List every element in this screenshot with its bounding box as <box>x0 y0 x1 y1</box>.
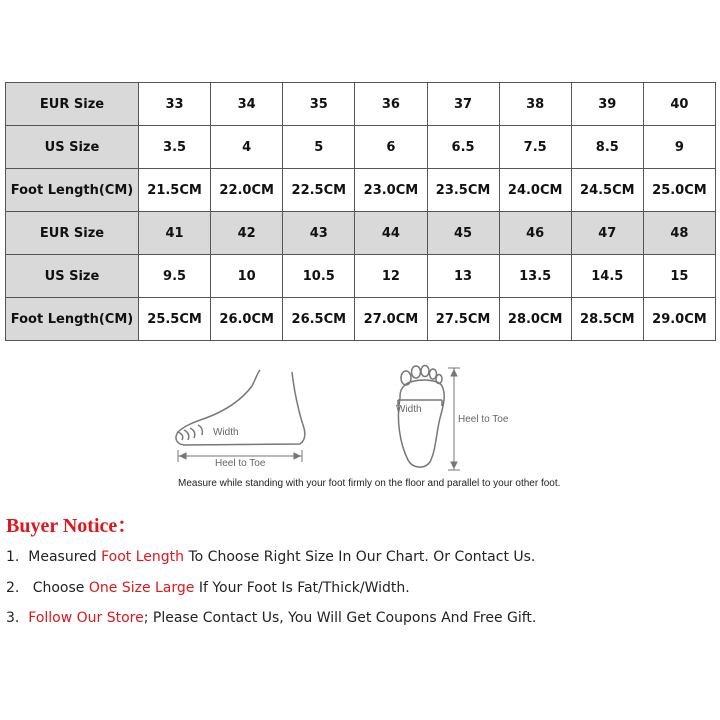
table-cell: 15 <box>643 255 715 298</box>
table-cell: 27.0CM <box>355 298 427 341</box>
table-cell: 12 <box>355 255 427 298</box>
table-cell: 47 <box>571 212 643 255</box>
table-cell: 28.5CM <box>571 298 643 341</box>
table-cell: 8.5 <box>571 126 643 169</box>
top-width-label: Width <box>396 404 422 415</box>
table-cell: 46 <box>499 212 571 255</box>
table-cell: 13.5 <box>499 255 571 298</box>
row-header: Foot Length(CM) <box>6 169 139 212</box>
table-cell: 27.5CM <box>427 298 499 341</box>
notice-item-1 <box>6 549 535 565</box>
table-cell: 10.5 <box>283 255 355 298</box>
table-cell: 37 <box>427 83 499 126</box>
foot-measurement-illustration <box>160 360 620 495</box>
table-cell: 7.5 <box>499 126 571 169</box>
side-length-label: Heel to Toe <box>215 458 266 469</box>
table-cell: 24.0CM <box>499 169 571 212</box>
table-cell: 22.0CM <box>211 169 283 212</box>
table-cell: 45 <box>427 212 499 255</box>
table-cell: 22.5CM <box>283 169 355 212</box>
table-cell: 28.0CM <box>499 298 571 341</box>
table-row-us-size-1 <box>6 126 716 169</box>
notice-text: 3. <box>6 610 29 626</box>
top-length-label: Heel to Toe <box>458 414 509 425</box>
table-row-foot-length-2 <box>6 298 716 341</box>
table-cell: 41 <box>139 212 211 255</box>
notice-text: ; Please Contact Us, You Will Get Coupons And Free Gift. <box>143 610 537 626</box>
table-row-foot-length-1 <box>6 169 716 212</box>
table-cell: 42 <box>211 212 283 255</box>
notice-text: 1. Measured <box>6 549 102 565</box>
row-header: EUR Size <box>6 212 139 255</box>
table-cell: 9.5 <box>139 255 211 298</box>
table-cell: 6 <box>355 126 427 169</box>
table-cell: 39 <box>571 83 643 126</box>
table-cell: 6.5 <box>427 126 499 169</box>
table-cell: 43 <box>283 212 355 255</box>
table-cell: 26.5CM <box>283 298 355 341</box>
size-chart-table <box>5 82 716 341</box>
notice-highlight: Follow Our Store <box>28 610 144 626</box>
table-cell: 48 <box>643 212 715 255</box>
table-row-eur-size-2 <box>6 212 716 255</box>
table-cell: 26.0CM <box>211 298 283 341</box>
table-cell: 4 <box>211 126 283 169</box>
notice-text: To Choose Right Size In Our Chart. Or Contact Us. <box>184 549 536 565</box>
notice-text: 2. Choose <box>6 580 89 596</box>
table-cell: 33 <box>139 83 211 126</box>
table-cell: 10 <box>211 255 283 298</box>
notice-item-2 <box>6 580 410 596</box>
side-width-label: Width <box>213 427 239 438</box>
table-cell: 14.5 <box>571 255 643 298</box>
table-cell: 24.5CM <box>571 169 643 212</box>
table-row-eur-size-1 <box>6 83 716 126</box>
table-cell: 36 <box>355 83 427 126</box>
row-header: US Size <box>6 255 139 298</box>
notice-text: If Your Foot Is Fat/Thick/Width. <box>194 580 410 596</box>
table-cell: 5 <box>283 126 355 169</box>
table-cell: 29.0CM <box>643 298 715 341</box>
row-header: EUR Size <box>6 83 139 126</box>
table-cell: 34 <box>211 83 283 126</box>
side-foot-icon <box>176 370 305 445</box>
row-header: US Size <box>6 126 139 169</box>
table-cell: 25.5CM <box>139 298 211 341</box>
notice-item-3 <box>6 610 536 626</box>
table-cell: 38 <box>499 83 571 126</box>
buyer-notice-title: Buyer Notice： <box>6 515 138 537</box>
notice-highlight: Foot Length <box>101 549 185 565</box>
table-cell: 13 <box>427 255 499 298</box>
table-row-us-size-2 <box>6 255 716 298</box>
measurement-caption: Measure while standing with your foot firmly on the floor and parallel to your other foot. <box>178 478 561 489</box>
top-foot-icon <box>398 366 444 468</box>
table-cell: 25.0CM <box>643 169 715 212</box>
table-cell: 3.5 <box>139 126 211 169</box>
table-cell: 9 <box>643 126 715 169</box>
table-cell: 23.0CM <box>355 169 427 212</box>
table-cell: 40 <box>643 83 715 126</box>
table-cell: 35 <box>283 83 355 126</box>
table-cell: 44 <box>355 212 427 255</box>
row-header: Foot Length(CM) <box>6 298 139 341</box>
table-cell: 21.5CM <box>139 169 211 212</box>
table-cell: 23.5CM <box>427 169 499 212</box>
notice-highlight: One Size Large <box>88 580 195 596</box>
